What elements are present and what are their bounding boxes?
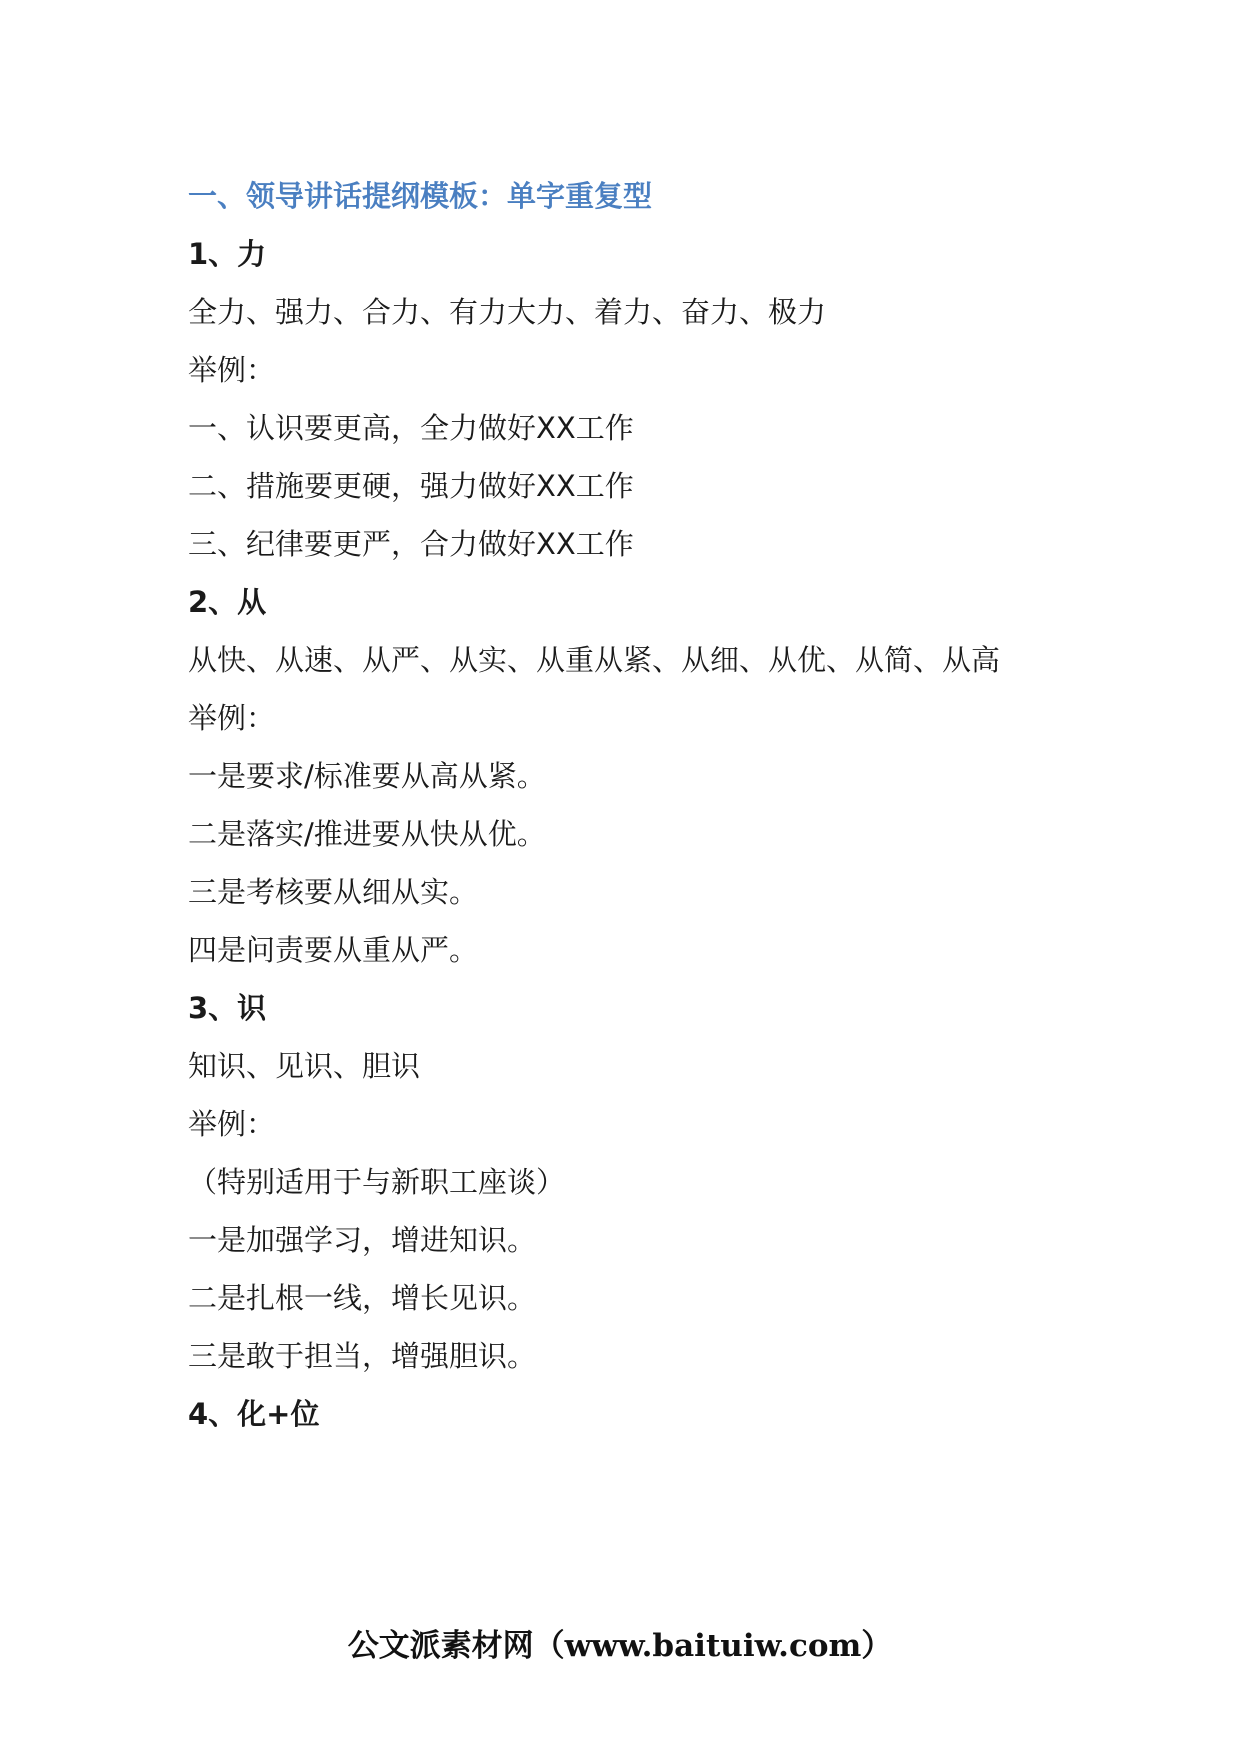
section-words-2: 从快、从速、从严、从实、从重从紧、从细、从优、从简、从高 [188, 643, 1001, 677]
example-line: 二是扎根一线，增长见识。 [188, 1281, 537, 1315]
example-line: 一、认识要更高，全力做好XX工作 [188, 411, 634, 445]
document-title: 一、领导讲话提纲模板：单字重复型 [188, 179, 653, 213]
example-line: 四是问责要从重从严。 [188, 933, 479, 967]
example-label-3: 举例： [188, 1107, 276, 1141]
section-heading-4: 4、化+位 [188, 1397, 320, 1431]
example-line: 二、措施要更硬，强力做好XX工作 [188, 469, 634, 503]
example-label-1: 举例： [188, 353, 276, 387]
section-heading-1: 1、力 [188, 237, 267, 271]
example-line: 三、纪律要更严，合力做好XX工作 [188, 527, 634, 561]
section-words-1: 全力、强力、合力、有力大力、着力、奋力、极力 [188, 295, 827, 329]
example-line: 二是落实/推进要从快从优。 [188, 817, 546, 851]
section-heading-2: 2、从 [188, 585, 267, 619]
section-words-3: 知识、见识、胆识 [188, 1049, 421, 1083]
example-label-2: 举例： [188, 701, 276, 735]
example-line: 三是考核要从细从实。 [188, 875, 479, 909]
example-note: （特别适用于与新职工座谈） [188, 1165, 566, 1199]
example-line: 三是敢于担当，增强胆识。 [188, 1339, 537, 1373]
footer-source: 公文派素材网（www.baituiw.com） [347, 1628, 893, 1664]
section-heading-3: 3、识 [188, 991, 267, 1025]
example-line: 一是加强学习，增进知识。 [188, 1223, 537, 1257]
example-line: 一是要求/标准要从高从紧。 [188, 759, 546, 793]
